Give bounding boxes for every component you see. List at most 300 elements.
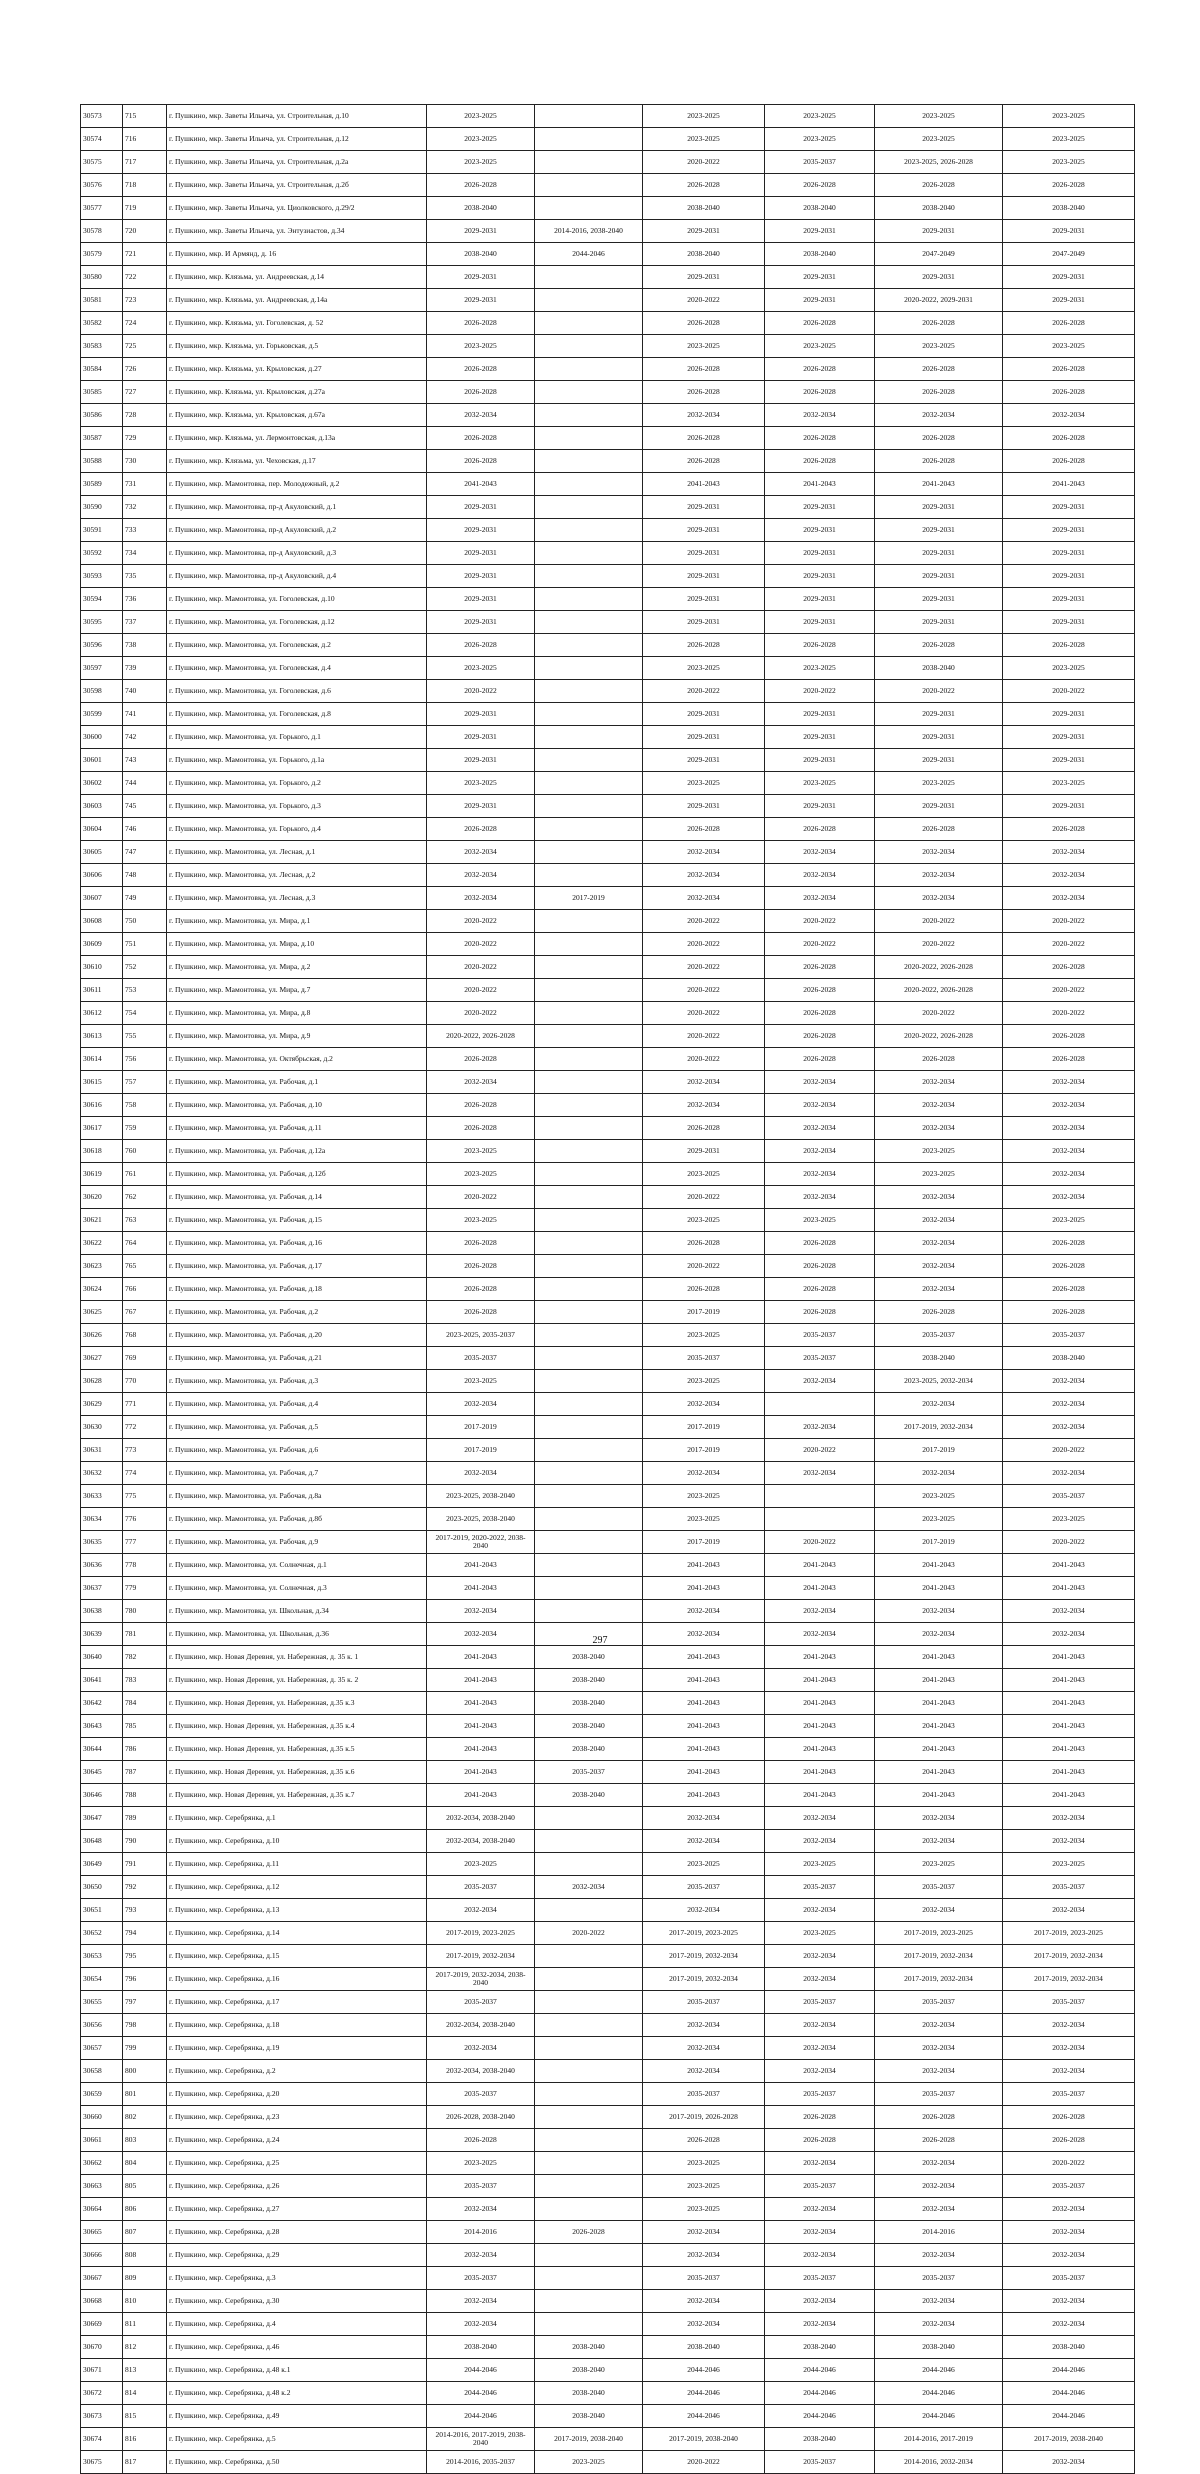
period-cell-2 [535,1393,643,1416]
item-number-cell: 787 [123,1761,167,1784]
period-cell-1: 2032-2034 [427,2037,535,2060]
address-cell: г. Пушкино, мкр. Клязьма, ул. Андреевская, д.14а [167,289,427,312]
period-cell-3: 2017-2019, 2038-2040 [643,2428,765,2451]
row-number-cell: 30636 [81,1554,123,1577]
period-cell-3: 2020-2022 [643,1255,765,1278]
item-number-cell: 768 [123,1324,167,1347]
item-number-cell: 759 [123,1117,167,1140]
period-cell-6: 2026-2028 [1003,312,1135,335]
period-cell-5: 2023-2025 [875,1140,1003,1163]
period-cell-1: 2023-2025 [427,151,535,174]
period-cell-4: 2020-2022 [765,910,875,933]
period-cell-4: 2026-2028 [765,1278,875,1301]
period-cell-2: 2038-2040 [535,1784,643,1807]
row-number-cell: 30675 [81,2451,123,2474]
period-cell-5: 2029-2031 [875,519,1003,542]
period-cell-5: 2032-2034 [875,841,1003,864]
period-cell-3: 2020-2022 [643,680,765,703]
item-number-cell: 731 [123,473,167,496]
row-number-cell: 30630 [81,1416,123,1439]
row-number-cell: 30586 [81,404,123,427]
period-cell-2 [535,427,643,450]
address-cell: г. Пушкино, мкр. Мамонтовка, ул. Рабочая, д.8а [167,1485,427,1508]
period-cell-6: 2029-2031 [1003,588,1135,611]
period-cell-3: 2035-2037 [643,1347,765,1370]
period-cell-1: 2023-2025 [427,128,535,151]
address-cell: г. Пушкино, мкр. Серебрянка, д.50 [167,2451,427,2474]
item-number-cell: 720 [123,220,167,243]
period-cell-2 [535,1462,643,1485]
period-cell-1: 2020-2022 [427,956,535,979]
period-cell-1: 2038-2040 [427,197,535,220]
period-cell-4: 2032-2034 [765,1830,875,1853]
period-cell-6: 2029-2031 [1003,611,1135,634]
period-cell-3: 2032-2034 [643,1393,765,1416]
period-cell-6: 2023-2025 [1003,151,1135,174]
period-cell-5: 2026-2028 [875,312,1003,335]
period-cell-6: 2032-2034 [1003,2313,1135,2336]
row-number-cell: 30643 [81,1715,123,1738]
address-cell: г. Пушкино, мкр. Мамонтовка, пр-д Акуловский, д.3 [167,542,427,565]
address-cell: г. Пушкино, мкр. Серебрянка, д.48 к.1 [167,2359,427,2382]
period-cell-1: 2020-2022 [427,680,535,703]
item-number-cell: 802 [123,2106,167,2129]
period-cell-3: 2020-2022 [643,2451,765,2474]
period-cell-6: 2032-2034 [1003,2014,1135,2037]
period-cell-6: 2032-2034 [1003,2198,1135,2221]
period-cell-6: 2032-2034 [1003,1117,1135,1140]
period-cell-2: 2038-2040 [535,1669,643,1692]
period-cell-4: 2035-2037 [765,1347,875,1370]
period-cell-2 [535,933,643,956]
period-cell-4: 2023-2025 [765,128,875,151]
period-cell-4: 2026-2028 [765,1255,875,1278]
period-cell-2: 2017-2019 [535,887,643,910]
row-number-cell: 30599 [81,703,123,726]
row-number-cell: 30659 [81,2083,123,2106]
address-cell: г. Пушкино, мкр. Серебрянка, д.49 [167,2405,427,2428]
row-number-cell: 30621 [81,1209,123,1232]
period-cell-5: 2032-2034 [875,1807,1003,1830]
period-cell-4: 2041-2043 [765,1692,875,1715]
row-number-cell: 30665 [81,2221,123,2244]
period-cell-2 [535,611,643,634]
address-cell: г. Пушкино, мкр. Мамонтовка, ул. Рабочая, д.14 [167,1186,427,1209]
address-cell: г. Пушкино, мкр. Серебрянка, д.30 [167,2290,427,2313]
period-cell-4: 2032-2034 [765,887,875,910]
period-cell-3: 2017-2019 [643,1416,765,1439]
address-cell: г. Пушкино, мкр. Клязьма, ул. Чеховская, д.17 [167,450,427,473]
table-row [81,1876,1135,1899]
period-cell-6: 2020-2022 [1003,979,1135,1002]
period-cell-2 [535,1094,643,1117]
period-cell-2 [535,519,643,542]
period-cell-5: 2023-2025 [875,128,1003,151]
address-cell: г. Пушкино, мкр. Серебрянка, д.17 [167,1991,427,2014]
row-number-cell: 30578 [81,220,123,243]
table-row [81,1853,1135,1876]
period-cell-3: 2032-2034 [643,2014,765,2037]
period-cell-5: 2044-2046 [875,2405,1003,2428]
period-cell-3: 2032-2034 [643,1462,765,1485]
period-cell-4: 2041-2043 [765,473,875,496]
table-row [81,174,1135,197]
period-cell-3: 2017-2019, 2032-2034 [643,1945,765,1968]
period-cell-6: 2035-2037 [1003,1876,1135,1899]
period-cell-3: 2032-2034 [643,2313,765,2336]
period-cell-1: 2023-2025, 2035-2037 [427,1324,535,1347]
item-number-cell: 746 [123,818,167,841]
period-cell-5: 2017-2019, 2032-2034 [875,1945,1003,1968]
period-cell-4: 2032-2034 [765,404,875,427]
period-cell-1: 2026-2028 [427,174,535,197]
period-cell-2 [535,381,643,404]
period-cell-6: 2032-2034 [1003,1186,1135,1209]
period-cell-3: 2026-2028 [643,1117,765,1140]
item-number-cell: 762 [123,1186,167,1209]
address-cell: г. Пушкино, мкр. Мамонтовка, ул. Рабочая, д.11 [167,1117,427,1140]
period-cell-6: 2020-2022 [1003,680,1135,703]
period-cell-6: 2026-2028 [1003,634,1135,657]
item-number-cell: 729 [123,427,167,450]
item-number-cell: 781 [123,1623,167,1646]
address-cell: г. Пушкино, мкр. Серебрянка, д.48 к.2 [167,2382,427,2405]
row-number-cell: 30649 [81,1853,123,1876]
period-cell-5: 2032-2034 [875,2198,1003,2221]
item-number-cell: 749 [123,887,167,910]
row-number-cell: 30629 [81,1393,123,1416]
period-cell-1: 2020-2022, 2026-2028 [427,1025,535,1048]
period-cell-5: 2026-2028 [875,381,1003,404]
address-cell: г. Пушкино, мкр. Новая Деревня, ул. Набережная, д.35 к.6 [167,1761,427,1784]
row-number-cell: 30605 [81,841,123,864]
period-cell-6: 2032-2034 [1003,2244,1135,2267]
period-cell-5: 2029-2031 [875,496,1003,519]
period-cell-2 [535,358,643,381]
period-cell-2 [535,105,643,128]
period-cell-2 [535,1117,643,1140]
item-number-cell: 747 [123,841,167,864]
item-number-cell: 803 [123,2129,167,2152]
period-cell-4: 2032-2034 [765,2290,875,2313]
period-cell-5: 2032-2034 [875,864,1003,887]
period-cell-5: 2032-2034 [875,1232,1003,1255]
table-row [81,496,1135,519]
period-cell-4: 2026-2028 [765,956,875,979]
table-row [81,1232,1135,1255]
address-cell: г. Пушкино, мкр. Новая Деревня, ул. Набережная, д.35 к.4 [167,1715,427,1738]
table-row [81,542,1135,565]
period-cell-1: 2029-2031 [427,611,535,634]
table-row [81,818,1135,841]
period-cell-4: 2026-2028 [765,2106,875,2129]
item-number-cell: 800 [123,2060,167,2083]
period-cell-3: 2029-2031 [643,795,765,818]
period-cell-2 [535,197,643,220]
period-cell-1: 2026-2028 [427,1278,535,1301]
period-cell-4: 2020-2022 [765,1439,875,1462]
period-cell-4 [765,1393,875,1416]
period-cell-4: 2035-2037 [765,2451,875,2474]
row-number-cell: 30590 [81,496,123,519]
period-cell-1: 2026-2028 [427,1094,535,1117]
item-number-cell: 757 [123,1071,167,1094]
period-cell-3: 2023-2025 [643,1508,765,1531]
item-number-cell: 810 [123,2290,167,2313]
item-number-cell: 741 [123,703,167,726]
period-cell-5: 2035-2037 [875,2267,1003,2290]
period-cell-4: 2026-2028 [765,358,875,381]
period-cell-1: 2023-2025 [427,772,535,795]
period-cell-6: 2029-2031 [1003,726,1135,749]
period-cell-2 [535,1899,643,1922]
period-cell-5: 2026-2028 [875,427,1003,450]
period-cell-6: 2032-2034 [1003,2451,1135,2474]
row-number-cell: 30632 [81,1462,123,1485]
period-cell-3: 2017-2019, 2023-2025 [643,1922,765,1945]
item-number-cell: 777 [123,1531,167,1554]
address-cell: г. Пушкино, мкр. Мамонтовка, пр-д Акуловский, д.4 [167,565,427,588]
row-number-cell: 30640 [81,1646,123,1669]
period-cell-4: 2026-2028 [765,174,875,197]
period-cell-6: 2017-2019, 2023-2025 [1003,1922,1135,1945]
period-cell-5: 2029-2031 [875,266,1003,289]
item-number-cell: 764 [123,1232,167,1255]
period-cell-6: 2029-2031 [1003,542,1135,565]
row-number-cell: 30612 [81,1002,123,1025]
item-number-cell: 730 [123,450,167,473]
address-cell: г. Пушкино, мкр. Клязьма, ул. Крыловская, д.27 [167,358,427,381]
period-cell-2 [535,2244,643,2267]
address-cell: г. Пушкино, мкр. Заветы Ильича, ул. Строительная, д.10 [167,105,427,128]
table-row [81,1531,1135,1554]
period-cell-1: 2020-2022 [427,979,535,1002]
period-cell-6: 2035-2037 [1003,1991,1135,2014]
period-cell-3: 2026-2028 [643,1232,765,1255]
item-number-cell: 780 [123,1600,167,1623]
period-cell-1: 2035-2037 [427,2175,535,2198]
address-cell: г. Пушкино, мкр. Серебрянка, д.29 [167,2244,427,2267]
period-cell-5: 2035-2037 [875,2083,1003,2106]
table-row [81,1278,1135,1301]
table-row [81,1991,1135,2014]
period-cell-1: 2017-2019, 2020-2022, 2038-2040 [427,1531,535,1554]
item-number-cell: 725 [123,335,167,358]
period-cell-3: 2035-2037 [643,2083,765,2106]
period-cell-4: 2023-2025 [765,1853,875,1876]
address-cell: г. Пушкино, мкр. Мамонтовка, ул. Солнечная, д.3 [167,1577,427,1600]
address-cell: г. Пушкино, мкр. Мамонтовка, ул. Гоголевская, д.8 [167,703,427,726]
period-cell-5: 2029-2031 [875,588,1003,611]
period-cell-5: 2026-2028 [875,634,1003,657]
table-row [81,519,1135,542]
item-number-cell: 779 [123,1577,167,1600]
address-cell: г. Пушкино, мкр. Мамонтовка, ул. Рабочая, д.21 [167,1347,427,1370]
address-cell: г. Пушкино, мкр. Мамонтовка, ул. Мира, д.1 [167,910,427,933]
row-number-cell: 30587 [81,427,123,450]
period-cell-5: 2032-2034 [875,1209,1003,1232]
period-cell-3: 2032-2034 [643,841,765,864]
period-cell-2 [535,1991,643,2014]
period-cell-1: 2023-2025 [427,1209,535,1232]
period-cell-5: 2017-2019, 2032-2034 [875,1968,1003,1991]
row-number-cell: 30593 [81,565,123,588]
period-cell-3: 2023-2025 [643,1209,765,1232]
period-cell-6: 2032-2034 [1003,1807,1135,1830]
row-number-cell: 30657 [81,2037,123,2060]
period-cell-3: 2026-2028 [643,634,765,657]
table-row [81,2267,1135,2290]
period-cell-2 [535,1577,643,1600]
row-number-cell: 30661 [81,2129,123,2152]
period-cell-3: 2041-2043 [643,1784,765,1807]
period-cell-4: 2029-2031 [765,266,875,289]
table-row [81,680,1135,703]
period-cell-3: 2029-2031 [643,611,765,634]
period-cell-2 [535,1439,643,1462]
period-cell-5: 2044-2046 [875,2359,1003,2382]
row-number-cell: 30641 [81,1669,123,1692]
item-number-cell: 744 [123,772,167,795]
period-cell-1: 2020-2022 [427,1002,535,1025]
period-cell-3: 2032-2034 [643,864,765,887]
item-number-cell: 738 [123,634,167,657]
period-cell-2 [535,2175,643,2198]
period-cell-1: 2032-2034 [427,864,535,887]
period-cell-6: 2038-2040 [1003,1347,1135,1370]
period-cell-1: 2014-2016, 2017-2019, 2038-2040 [427,2428,535,2451]
address-cell: г. Пушкино, мкр. Мамонтовка, ул. Гоголевская, д.2 [167,634,427,657]
table-body [81,105,1135,2474]
period-cell-2 [535,1531,643,1554]
period-cell-6: 2032-2034 [1003,864,1135,887]
period-cell-6: 2035-2037 [1003,2083,1135,2106]
period-cell-5: 2017-2019, 2032-2034 [875,1416,1003,1439]
period-cell-4: 2023-2025 [765,335,875,358]
address-cell: г. Пушкино, мкр. Серебрянка, д.16 [167,1968,427,1991]
table-row [81,1945,1135,1968]
row-number-cell: 30574 [81,128,123,151]
period-cell-2 [535,2198,643,2221]
row-number-cell: 30646 [81,1784,123,1807]
period-cell-4: 2029-2031 [765,588,875,611]
period-cell-6: 2032-2034 [1003,1600,1135,1623]
address-cell: г. Пушкино, мкр. Новая Деревня, ул. Набережная, д. 35 к. 1 [167,1646,427,1669]
period-cell-3: 2029-2031 [643,542,765,565]
table-row [81,1807,1135,1830]
period-cell-2 [535,864,643,887]
period-cell-1: 2041-2043 [427,1784,535,1807]
period-cell-2: 2026-2028 [535,2221,643,2244]
row-number-cell: 30616 [81,1094,123,1117]
period-cell-4: 2029-2031 [765,611,875,634]
period-cell-4: 2026-2028 [765,634,875,657]
period-cell-1: 2023-2025 [427,1370,535,1393]
period-cell-6: 2032-2034 [1003,1393,1135,1416]
period-cell-4: 2041-2043 [765,1669,875,1692]
item-number-cell: 769 [123,1347,167,1370]
item-number-cell: 772 [123,1416,167,1439]
row-number-cell: 30628 [81,1370,123,1393]
address-cell: г. Пушкино, мкр. И Армянд, д. 16 [167,243,427,266]
period-cell-6: 2044-2046 [1003,2382,1135,2405]
table-row [81,1071,1135,1094]
table-row [81,565,1135,588]
period-cell-4: 2029-2031 [765,519,875,542]
table-row [81,404,1135,427]
period-cell-3: 2041-2043 [643,1669,765,1692]
period-cell-1: 2023-2025 [427,1853,535,1876]
period-cell-3: 2038-2040 [643,2336,765,2359]
period-cell-4: 2032-2034 [765,1117,875,1140]
period-cell-3: 2029-2031 [643,1140,765,1163]
period-cell-5: 2032-2034 [875,2290,1003,2313]
table-row [81,634,1135,657]
address-cell: г. Пушкино, мкр. Клязьма, ул. Гоголевская, д. 52 [167,312,427,335]
period-cell-6: 2026-2028 [1003,381,1135,404]
address-cell: г. Пушкино, мкр. Мамонтовка, ул. Горького, д.1 [167,726,427,749]
table-row [81,2129,1135,2152]
address-cell: г. Пушкино, мкр. Мамонтовка, ул. Рабочая, д.4 [167,1393,427,1416]
period-cell-1: 2026-2028 [427,818,535,841]
period-cell-2 [535,1278,643,1301]
period-cell-3: 2020-2022 [643,956,765,979]
table-row [81,312,1135,335]
item-number-cell: 751 [123,933,167,956]
period-cell-2: 2038-2040 [535,1692,643,1715]
period-cell-2: 2038-2040 [535,2336,643,2359]
period-cell-4: 2020-2022 [765,1531,875,1554]
item-number-cell: 790 [123,1830,167,1853]
period-cell-6: 2041-2043 [1003,1784,1135,1807]
row-number-cell: 30671 [81,2359,123,2382]
period-cell-1: 2026-2028 [427,312,535,335]
period-cell-2 [535,1485,643,1508]
period-cell-4: 2032-2034 [765,2198,875,2221]
period-cell-3: 2038-2040 [643,197,765,220]
period-cell-2 [535,1600,643,1623]
period-cell-1: 2035-2037 [427,1991,535,2014]
address-cell: г. Пушкино, мкр. Серебрянка, д.5 [167,2428,427,2451]
row-number-cell: 30606 [81,864,123,887]
table-row [81,2428,1135,2451]
table-row [81,2244,1135,2267]
period-cell-4: 2032-2034 [765,2221,875,2244]
period-cell-2 [535,680,643,703]
address-cell: г. Пушкино, мкр. Мамонтовка, ул. Школьная, д.36 [167,1623,427,1646]
row-number-cell: 30667 [81,2267,123,2290]
row-number-cell: 30664 [81,2198,123,2221]
period-cell-6: 2029-2031 [1003,496,1135,519]
period-cell-1: 2026-2028 [427,1048,535,1071]
period-cell-1: 2023-2025 [427,335,535,358]
period-cell-2 [535,1830,643,1853]
address-cell: г. Пушкино, мкр. Мамонтовка, ул. Мира, д.7 [167,979,427,1002]
period-cell-6: 2026-2028 [1003,174,1135,197]
item-number-cell: 756 [123,1048,167,1071]
period-cell-1: 2041-2043 [427,1692,535,1715]
table-row [81,358,1135,381]
period-cell-5: 2014-2016, 2017-2019 [875,2428,1003,2451]
period-cell-3: 2041-2043 [643,1761,765,1784]
row-number-cell: 30580 [81,266,123,289]
period-cell-1: 2041-2043 [427,1646,535,1669]
period-cell-2 [535,2037,643,2060]
period-cell-1: 2020-2022 [427,933,535,956]
period-cell-3: 2023-2025 [643,105,765,128]
table-row [81,2313,1135,2336]
period-cell-3: 2041-2043 [643,1577,765,1600]
